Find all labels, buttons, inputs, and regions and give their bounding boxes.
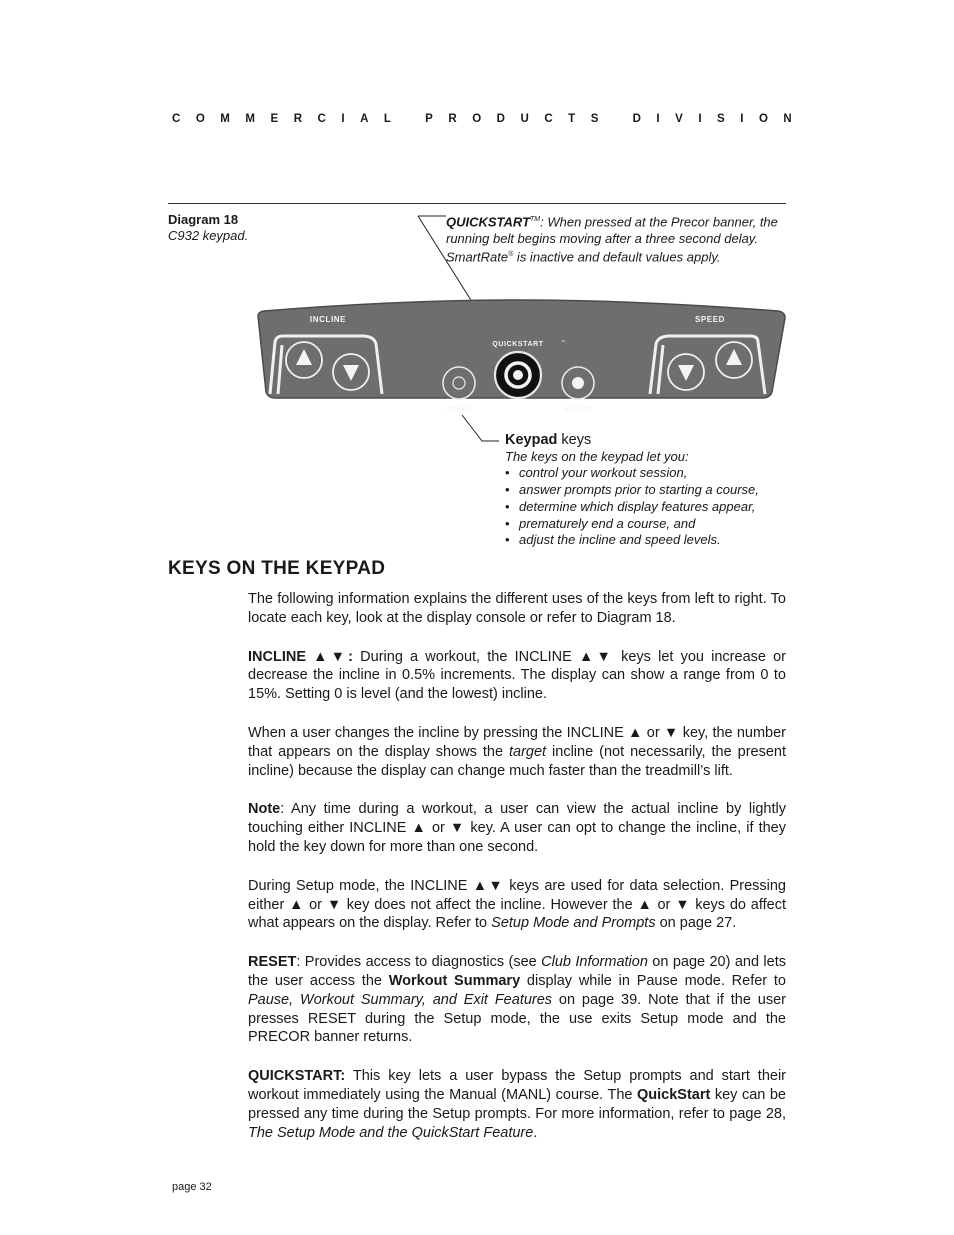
header-letter: L — [383, 113, 391, 125]
list-item: • adjust the incline and speed levels. — [505, 532, 795, 549]
keypad-callout-list — [505, 465, 795, 549]
header-letter: O — [195, 113, 205, 125]
quickstart-key[interactable] — [495, 352, 541, 398]
header-letter: I — [341, 113, 345, 125]
quickstart-text-1: : When pressed at the Precor banner, the running belt begins moving after a three second delay. SmartRate — [446, 214, 778, 265]
list-item: • determine which display features appear, — [505, 499, 795, 516]
header-letter: U — [520, 113, 529, 125]
header-letter: I — [740, 113, 744, 125]
header-letter: R — [448, 113, 457, 125]
quickstart-label: QUICKSTART — [492, 341, 544, 348]
keypad-callout-intro: The keys on the keypad let you: — [505, 448, 689, 464]
keypad-leader-line — [462, 415, 499, 441]
keypad-callout — [505, 432, 795, 549]
header-letter: I — [656, 113, 660, 125]
quickstart-term: QUICKSTART — [446, 214, 531, 230]
select-key[interactable] — [562, 367, 594, 399]
diagram-subtitle: C932 keypad. — [168, 228, 249, 243]
header-letter: R — [293, 113, 303, 125]
divider — [168, 203, 786, 204]
header-letter: T — [568, 113, 576, 125]
quickstart-tm: ™ — [561, 339, 565, 344]
header-letter: P — [425, 113, 433, 125]
header-letter — [614, 113, 617, 125]
header-letter: V — [675, 113, 683, 125]
header-letter: C — [544, 113, 553, 125]
paragraph-setup-mode: During Setup mode, the INCLINE ▲▼ keys are used for data selection. Pressing either ▲ or ▼ key does not affect the incline. However the ▲ or ▼ keys do affect what appears on the display. Refer to Setup Mode and Prompts on page 27. — [248, 877, 786, 932]
header-letter: O — [758, 113, 768, 125]
speed-down-key[interactable] — [668, 354, 704, 390]
reset-label: RESET — [447, 406, 471, 413]
speed-label: SPEED — [694, 315, 726, 324]
header-letter: A — [360, 113, 369, 125]
page-number: page 32 — [172, 1181, 212, 1193]
list-item: • prematurely end a course, and — [505, 516, 795, 533]
diagram-title: Diagram 18 — [168, 212, 239, 227]
incline-label: INCLINE — [309, 315, 347, 324]
header-letter: N — [783, 113, 792, 125]
header-letter: E — [270, 113, 279, 125]
registered-mark: ® — [508, 251, 514, 259]
header-letter: I — [698, 113, 702, 125]
section-body — [248, 590, 786, 1162]
keypad-diagram — [250, 212, 790, 447]
speed-up-key[interactable] — [716, 342, 752, 378]
incline-down-key[interactable] — [333, 354, 369, 390]
paragraph-incline: INCLINE ▲▼: During a workout, the INCLINE ▲▼ keys let you increase or decrease the incline in 0.5% increments. The display can show a range from 0 to 15%. Setting 0 is level (and the lowest) incline. — [248, 648, 787, 703]
list-item: • control your workout session, — [505, 465, 795, 482]
paragraph-quickstart: QUICKSTART: This key lets a user bypass the Setup prompts and start their workout immediately using the Manual (MANL) course. The QuickStart key can be pressed any time during the Setup prompts. For more information, refer to page 28, The Setup Mode and the QuickStart Feature. — [248, 1068, 786, 1141]
select-label: SELECT — [563, 406, 593, 413]
header-letter: C — [172, 113, 181, 125]
keypad-callout-title: Keypad keys — [505, 432, 592, 448]
header-letter — [406, 113, 409, 125]
paragraph-incline-target: When a user changes the incline by pressing the INCLINE ▲ or ▼ key, the number that appears on the display shows the target incline (not necessarily, the present incline) because the display can change much faster than the treadmill’s lift. — [248, 724, 786, 779]
paragraph-note: Note: Any time during a workout, a user can view the actual incline by lightly touching either INCLINE ▲ or ▼ key. A user can opt to change the incline, if they hold the key down for more than one second. — [248, 801, 786, 855]
header-letter: C — [317, 113, 326, 125]
reset-key[interactable] — [443, 367, 475, 399]
header-letter: M — [220, 113, 230, 125]
trademark: TM — [530, 216, 541, 223]
paragraph-reset: RESET: Provides access to diagnostics (see Club Information on page 20) and lets the user access the Workout Summary display while in Pause mode. Refer to Pause, Workout Summary, and Exit Features on page 39. Note that if the user presses RESET during the Setup mode, the use exits Setup mode and the PRECOR banner returns. — [248, 954, 786, 1046]
header-letter: O — [472, 113, 482, 125]
header-letter: D — [496, 113, 505, 125]
header-letter: M — [245, 113, 255, 125]
header-letter: S — [717, 113, 725, 125]
header-letter: S — [590, 113, 599, 125]
incline-up-key[interactable] — [286, 342, 322, 378]
paragraph-intro: The following information explains the different uses of the keys from left to right. To locate each key, look at the display console or refer to Diagram 18. — [248, 591, 786, 626]
quickstart-text-2: is inactive and default values apply. — [513, 249, 721, 265]
page-header — [172, 113, 792, 125]
header-letter: D — [632, 113, 641, 125]
section-title: KEYS ON THE KEYPAD — [168, 558, 386, 579]
list-item: • answer prompts prior to starting a course, — [505, 482, 795, 499]
